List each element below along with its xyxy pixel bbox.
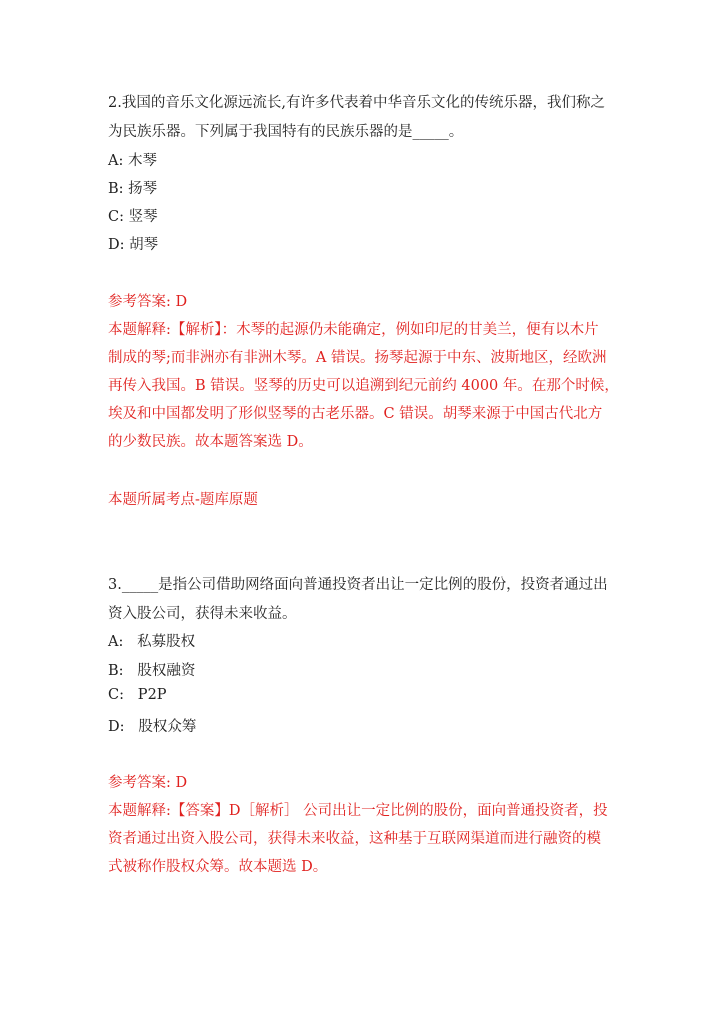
explanation-line: 制成的琴;而非洲亦有非洲木琴。A 错误。扬琴起源于中东、波斯地区，经欧洲 bbox=[108, 350, 607, 366]
explanation-line: 埃及和中国都发明了形似竖琴的古老乐器。C 错误。胡琴来源于中国古代北方 bbox=[108, 406, 603, 422]
option-a: A: 木琴 bbox=[108, 153, 157, 169]
option-b: B: 扬琴 bbox=[108, 181, 158, 197]
source-line: 本题所属考点-题库原题 bbox=[108, 492, 258, 508]
explanation-line: 资者通过出资入股公司，获得未来收益，这种基于互联网渠道而进行融资的模 bbox=[108, 831, 601, 847]
option-b: B: 股权融资 bbox=[108, 663, 196, 679]
option-d: D: 股权众筹 bbox=[108, 719, 197, 735]
question-stem-line: 3._____是指公司借助网络面向普通投资者出让一定比例的股份，投资者通过出 bbox=[108, 577, 608, 593]
question-stem-line: 2.我国的音乐文化源远流长,有许多代表着中华音乐文化的传统乐器，我们称之 bbox=[108, 95, 605, 111]
explanation-line: 本题解释:【答案】D［解析］ 公司出让一定比例的股份，面向普通投资者，投 bbox=[108, 803, 608, 819]
explanation-line: 式被称作股权众筹。故本题选 D。 bbox=[108, 859, 328, 875]
question-stem-line: 为民族乐器。下列属于我国特有的民族乐器的是_____。 bbox=[108, 124, 464, 140]
answer-line: 参考答案: D bbox=[108, 294, 188, 310]
option-a: A: 私募股权 bbox=[108, 634, 196, 650]
option-d: D: 胡琴 bbox=[108, 237, 159, 253]
explanation-line: 的少数民族。故本题答案选 D。 bbox=[108, 434, 313, 450]
question-stem-line: 资入股公司，获得未来收益。 bbox=[108, 606, 297, 622]
explanation-line: 本题解释:【解析】：木琴的起源仍未能确定，例如印尼的甘美兰，便有以木片 bbox=[108, 322, 599, 338]
answer-line: 参考答案: D bbox=[108, 775, 188, 791]
explanation-line: 再传入我国。B 错误。竖琴的历史可以追溯到纪元前约 4000 年。在那个时候， bbox=[108, 378, 619, 394]
option-c: C: 竖琴 bbox=[108, 209, 158, 225]
option-c: C: P2P bbox=[108, 687, 167, 703]
